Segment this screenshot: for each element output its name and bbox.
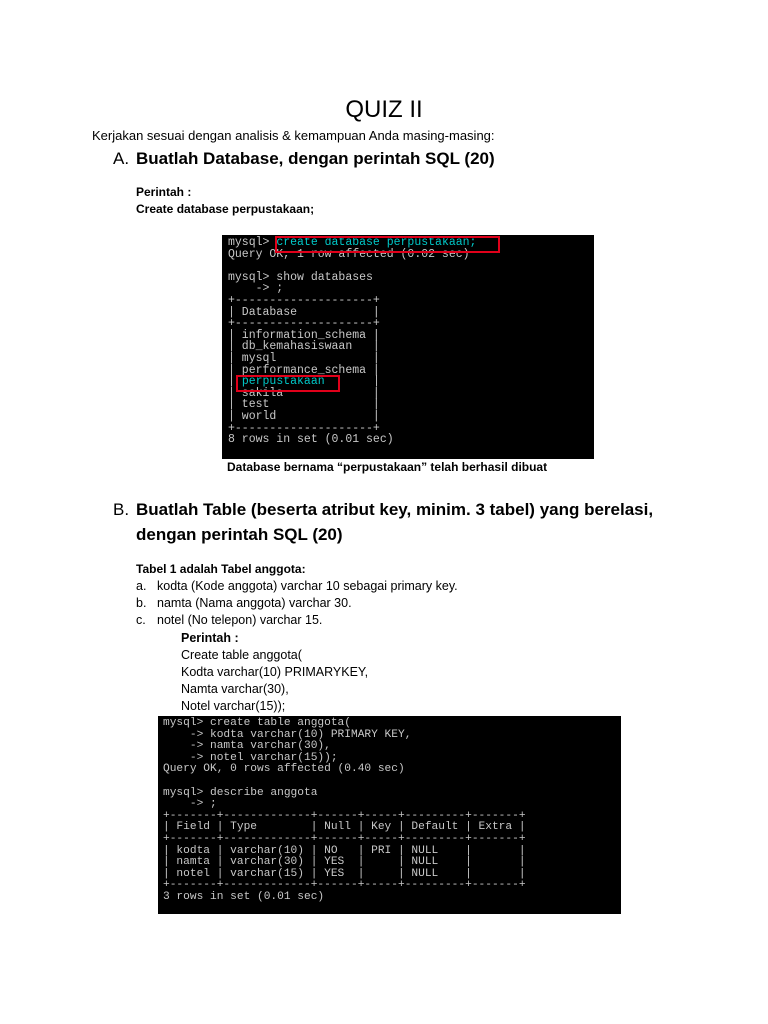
terminal-text: | world |: [228, 409, 380, 423]
code-line: Create table anggota(: [181, 648, 302, 662]
terminal-text: -> ;: [228, 282, 284, 296]
terminal-highlight-text: create database perpustakaan;: [276, 236, 477, 249]
terminal-line: Query OK, 0 rows affected (0.40 sec): [163, 763, 405, 776]
terminal-line: -> notel varchar(15));: [163, 751, 338, 764]
terminal-line: 3 rows in set (0.01 sec): [163, 890, 325, 903]
perintah-label-b: Perintah :: [181, 631, 239, 645]
terminal-line: -> ;: [163, 798, 217, 811]
code-line: Namta varchar(30),: [181, 682, 289, 696]
terminal-screenshot-b: [158, 716, 621, 914]
section-a-title: Buatlah Database, dengan perintah SQL (20): [136, 149, 495, 168]
intro-text: Kerjakan sesuai dengan analisis & kemampuan Anda masing-masing:: [92, 128, 495, 143]
page-title: QUIZ II: [345, 96, 423, 123]
highlight-box-perpustakaan: [236, 375, 340, 392]
list-item-text: namta (Nama anggota) varchar 30.: [157, 596, 352, 610]
terminal-line: | kodta | varchar(10) | NO | PRI | NULL | |: [163, 844, 526, 857]
section-a-command-block: [136, 184, 314, 218]
terminal-text: |: [324, 375, 380, 389]
terminal-text: | sakila |: [228, 386, 380, 400]
section-b-command-block: [181, 630, 368, 715]
terminal-line: +-------+-------------+------+-----+---------+-------+: [163, 879, 526, 892]
terminal-text: | test |: [228, 398, 380, 412]
terminal-text: +--------------------+: [228, 293, 380, 307]
terminal-text: Query OK, 1 row affected (0.02 sec): [228, 247, 470, 261]
terminal-text: +--------------------+: [228, 317, 380, 331]
terminal-text: 8 rows in set (0.01 sec): [228, 433, 394, 447]
terminal-screenshot-a: [222, 235, 594, 459]
terminal-highlight-text: perpustakaan: [241, 375, 325, 389]
list-item: [136, 613, 322, 627]
list-item: [136, 596, 352, 610]
section-b-heading: [113, 497, 653, 547]
list-item-text: notel (No telepon) varchar 15.: [157, 613, 323, 627]
terminal-text: | Database |: [228, 305, 380, 319]
terminal-line: -> namta varchar(30),: [163, 740, 331, 753]
terminal-line: [163, 776, 621, 788]
terminal-text: | information_schema |: [228, 328, 380, 342]
terminal-line: | notel | varchar(15) | YES | | NULL | |: [163, 867, 526, 880]
list-item-letter: c.: [136, 613, 146, 627]
terminal-line: mysql> describe anggota: [163, 786, 318, 799]
terminal-text: | mysql |: [228, 351, 380, 365]
list-item: [136, 579, 458, 593]
terminal-text: | performance_schema |: [228, 363, 380, 377]
terminal-line: +-------+-------------+------+-----+---------+-------+: [163, 832, 526, 845]
command-text-a: Create database perpustakaan;: [136, 202, 315, 216]
terminal-text: mysql> show databases: [228, 270, 373, 284]
section-a-heading: [113, 149, 495, 169]
list-item-letter: a.: [136, 579, 147, 593]
code-line: Kodta varchar(10) PRIMARYKEY,: [181, 665, 369, 679]
table-intro: Tabel 1 adalah Tabel anggota:: [136, 562, 306, 576]
perintah-label-a: Perintah :: [136, 185, 192, 199]
section-b-title-line1: Buatlah Table (beserta atribut key, minim. 3 tabel) yang berelasi,: [136, 500, 654, 519]
terminal-text: mysql>: [228, 236, 277, 249]
list-item-letter: b.: [136, 596, 147, 610]
terminal-line: | Field | Type | Null | Key | Default | Extra |: [163, 821, 526, 834]
terminal-text: +--------------------+: [228, 421, 380, 435]
terminal-line: mysql> create table anggota(: [163, 717, 351, 729]
terminal-line: | namta | varchar(30) | YES | | NULL | |: [163, 856, 526, 869]
section-b-title-line2: dengan perintah SQL (20): [136, 525, 343, 544]
caption-a: Database bernama “perpustakaan” telah berhasil dibuat: [227, 460, 548, 474]
highlight-box-create: [275, 236, 500, 253]
terminal-line: [228, 434, 594, 446]
code-line: Notel varchar(15));: [181, 699, 286, 713]
terminal-line: +-------+-------------+------+-----+---------+-------+: [163, 809, 526, 822]
terminal-text: |: [228, 375, 242, 389]
section-b-letter: B.: [113, 500, 130, 519]
list-item-text: kodta (Kode anggota) varchar 10 sebagai primary key.: [157, 579, 458, 593]
section-a-letter: A.: [113, 149, 130, 168]
terminal-line: -> kodta varchar(10) PRIMARY KEY,: [163, 728, 412, 741]
terminal-text: | db_kemahasiswaan |: [228, 340, 380, 354]
